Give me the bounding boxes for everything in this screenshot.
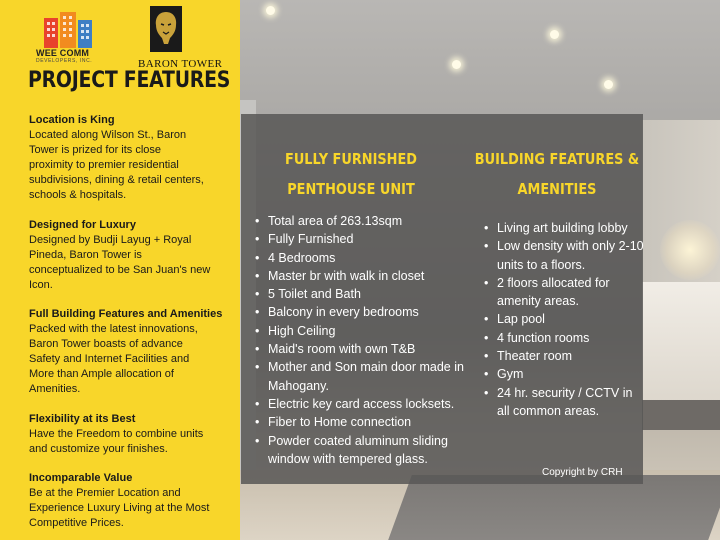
feature-heading: Designed for Luxury	[29, 218, 136, 231]
wee-comm-logo	[36, 10, 102, 70]
penthouse-title-line: PENTHOUSE UNIT	[287, 180, 415, 198]
feature-item	[29, 471, 239, 531]
baron-tower-logo	[134, 6, 223, 70]
list-item: • Total area of 263.13sqm	[255, 212, 481, 230]
list-item: • Theater room	[484, 347, 644, 365]
feature-text: Designed by Budji Layug + Royal Pineda, Baron Tower is conceptualized to be San Juan's new Icon.	[29, 233, 211, 291]
feature-item	[29, 307, 239, 397]
amenities-title-line: AMENITIES	[517, 180, 597, 198]
feature-text: Be at the Premier Location and Experience Luxury Living at the Most Competitive Prices.	[29, 487, 210, 529]
ceiling-light-icon	[550, 30, 559, 39]
list-item: • 4 function rooms	[484, 329, 644, 347]
list-item: • 24 hr. security / CCTV in all common areas.	[484, 384, 644, 421]
list-item: • 2 floors allocated for amenity areas.	[484, 274, 644, 311]
ceiling-light-icon	[604, 80, 613, 89]
list-item: • Electric key card access locksets.	[255, 395, 481, 413]
wee-comm-buildings-icon	[42, 10, 94, 48]
wee-comm-subtitle: DEVELOPERS, INC.	[36, 58, 93, 64]
penthouse-title-line: FULLY FURNISHED	[285, 150, 417, 168]
amenities-list	[484, 219, 644, 420]
feature-heading: Flexibility at its Best	[29, 412, 136, 425]
baron-tower-name: BARON TOWER	[138, 58, 223, 70]
feature-heading: Full Building Features and Amenities	[29, 308, 223, 320]
list-item: • Living art building lobby	[484, 219, 644, 237]
feature-text: Have the Freedom to combine units and customize your finishes.	[29, 427, 204, 455]
copyright-text: Copyright by CRH	[542, 467, 623, 478]
list-item: • Gym	[484, 365, 644, 383]
list-item: • Powder coated aluminum sliding window with tempered glass.	[255, 432, 481, 469]
feature-text: Packed with the latest innovations, Baron Tower boasts of advance Safety and Internet Facilities and More than Ample allocation of Amenities.	[29, 323, 198, 395]
list-item: • 4 Bedrooms	[255, 249, 481, 267]
amenities-title-line: BUILDING FEATURES &	[474, 150, 640, 168]
penthouse-title	[275, 144, 426, 204]
feature-item	[29, 412, 239, 457]
list-item: • Low density with only 2-10 units to a floors.	[484, 237, 644, 274]
feature-item	[29, 218, 239, 293]
wee-comm-name: WEE COMM	[36, 48, 90, 58]
ceiling-light-icon	[452, 60, 461, 69]
page-title: PROJECT FEATURES	[28, 68, 231, 93]
list-item: • Maid's room with own T&B	[255, 340, 481, 358]
list-item: • Lap pool	[484, 310, 644, 328]
carpet	[388, 475, 720, 540]
list-item: • High Ceiling	[255, 322, 481, 340]
info-overlay	[241, 114, 643, 484]
feature-heading: Location is King	[29, 114, 115, 126]
list-item: • Fully Furnished	[255, 230, 481, 248]
lion-head-icon	[150, 6, 182, 52]
features-list	[29, 113, 239, 540]
left-info-panel	[0, 0, 240, 540]
feature-text: Located along Wilson St., Baron Tower is prized for its close proximity to premier residential subdivisions, dining & retail centers, schools & hospitals.	[29, 129, 204, 201]
bed-base	[642, 400, 720, 430]
feature-heading: Incomparable Value	[29, 472, 133, 484]
bed	[642, 282, 720, 402]
penthouse-features-list	[255, 212, 481, 468]
feature-item	[29, 113, 239, 203]
list-item: • 5 Toilet and Bath	[255, 285, 481, 303]
list-item: • Balcony in every bedrooms	[255, 303, 481, 321]
amenities-title	[474, 144, 639, 204]
list-item: • Master br with walk in closet	[255, 267, 481, 285]
ceiling-light-icon	[266, 6, 275, 15]
list-item: • Mother and Son main door made in Mahogany.	[255, 358, 481, 395]
list-item: • Fiber to Home connection	[255, 413, 481, 431]
lamp-glow	[660, 220, 720, 280]
